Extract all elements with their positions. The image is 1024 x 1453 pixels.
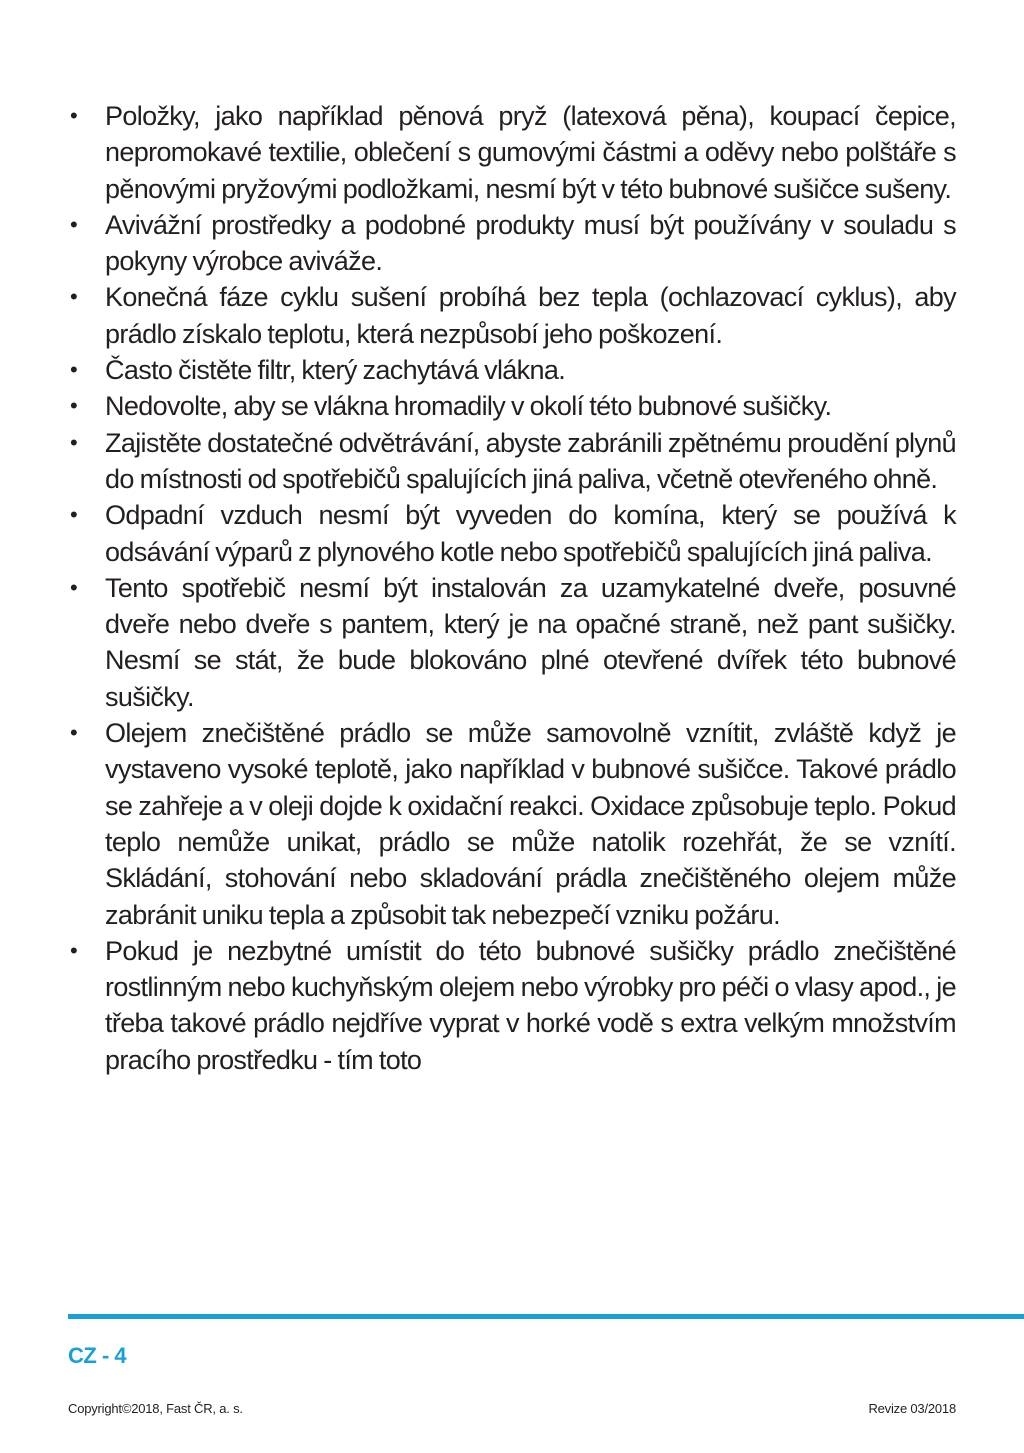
list-item (68, 279, 956, 352)
copyright-notice: Copyright©2018, Fast ČR, a. s. (68, 1401, 243, 1416)
list-item (68, 352, 956, 388)
list-item (68, 715, 956, 933)
list-item-text: Odpadní vzduch nesmí být vyveden do komína, který se používá k odsávání výparů z plynového kotle nebo spotřebičů spalujících jiná paliva. (105, 500, 956, 567)
document-body (68, 98, 956, 1078)
bullet-icon: • (70, 502, 78, 528)
page-number: CZ - 4 (68, 1343, 127, 1368)
bullet-icon: • (70, 103, 78, 128)
bullet-icon: • (70, 720, 78, 746)
bullet-icon: • (70, 211, 78, 237)
bullet-icon: • (70, 357, 78, 383)
list-item-text: Tento spotřebič nesmí být instalován za uzamykatelné dveře, posuvné dveře nebo dveře s pantem, který je na opačné straně, než pant sušičky. Nesmí se stát, že bude blokováno plné otevřené dvířek této bubnové sušičky. (105, 572, 956, 712)
list-item-text: Konečná fáze cyklu sušení probíhá bez tepla (ochlazovací cyklus), aby prádlo získalo teplotu, která nezpůsobí jeho poškození. (105, 282, 956, 349)
list-item (68, 497, 956, 570)
revision-label: Revize 03/2018 (868, 1401, 956, 1416)
bullet-icon: • (70, 284, 78, 310)
bullet-icon: • (70, 429, 78, 455)
list-item-text: Často čistěte filtr, který zachytává vlákna. (105, 355, 566, 386)
bullet-icon: • (70, 574, 78, 600)
list-item (68, 933, 956, 1078)
list-item-text: Položky, jako například pěnová pryž (latexová pěna), koupací čepice, nepromokavé textilie, oblečení s gumovými částmi a oděvy nebo polštáře s pěnovými pryžovými podložkami, nesmí být v této bubnové sušičce sušeny. (105, 101, 956, 204)
bullet-list (68, 98, 956, 1078)
list-item (68, 425, 956, 498)
list-item (68, 388, 956, 424)
bullet-icon: • (70, 393, 78, 419)
list-item-text: Nedovolte, aby se vlákna hromadily v okolí této bubnové sušičky. (105, 391, 832, 422)
list-item-text: Avivážní prostředky a podobné produkty musí být používány v souladu s pokyny výrobce aviváže. (105, 209, 956, 277)
bullet-icon: • (70, 937, 78, 963)
list-item-text: Olejem znečištěné prádlo se může samovolně vznítit, zvláště když je vystaveno vysoké teplotě, jako například v bubnové sušičce. Takové prádlo se zahřeje a v oleji dojde k oxidační reakci. Oxidace způsobuje teplo. Pokud teplo nemůže unikat, prádlo se může natolik rozehřát, že se vznítí. Skládání, stohování nebo skladování prádla znečištěného olejem může zabránit uniku tepla a způsobit tak nebezpečí vzniku požáru. (105, 718, 956, 930)
list-item-text: Pokud je nezbytné umístit do této bubnové sušičky prádlo znečištěné rostlinným nebo kuchyňským olejem nebo výrobky pro péči o vlasy apod., je třeba takové prádlo nejdříve vyprat v horké vodě s extra velkým množstvím pracího prostředku - tím toto (105, 935, 956, 1075)
list-item (68, 207, 956, 280)
list-item (68, 570, 956, 715)
footer-divider (68, 1314, 1024, 1319)
list-item-text: Zajistěte dostatečné odvětrávání, abyste zabránili zpětnému proudění plynů do místnosti od spotřebičů spalujících jiná paliva, včetně otevřeného ohně. (105, 427, 956, 494)
list-item (68, 98, 956, 207)
